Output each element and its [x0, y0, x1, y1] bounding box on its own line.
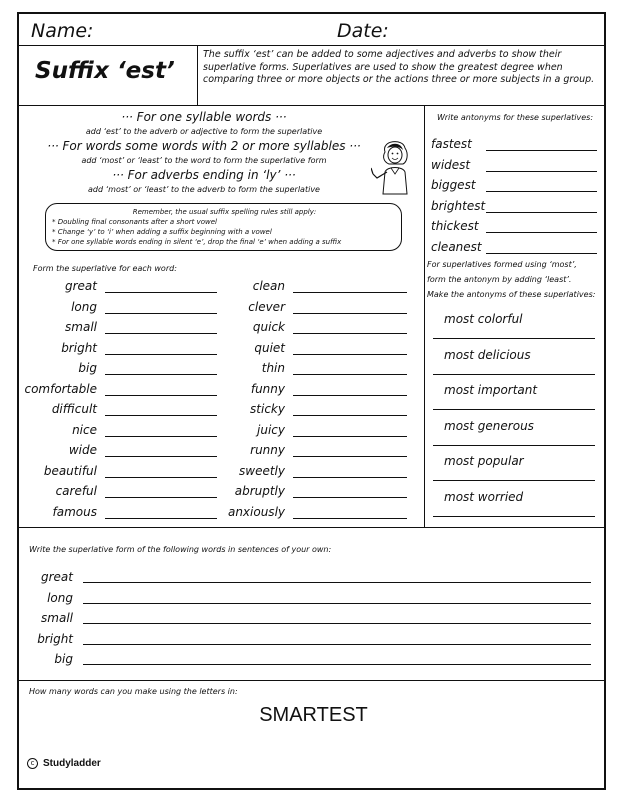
superlative-word: quick	[252, 320, 285, 334]
most-word: most delicious	[444, 347, 531, 362]
superlative-word: careful	[55, 484, 97, 498]
sentence-word: long	[47, 590, 73, 605]
answer-line[interactable]	[83, 603, 591, 604]
answer-line[interactable]	[83, 644, 591, 645]
answer-line[interactable]	[486, 212, 597, 213]
answer-line[interactable]	[293, 313, 407, 314]
answer-line[interactable]	[293, 415, 407, 416]
rule-detail: add ‘most’ or ‘least’ to the adverb to form the superlative	[88, 185, 320, 194]
answer-line[interactable]	[293, 333, 407, 334]
answer-line[interactable]	[433, 374, 595, 375]
answer-line[interactable]	[486, 191, 597, 192]
superlative-word: big	[78, 361, 97, 375]
rule-heading: ··· For adverbs ending in ‘ly’ ···	[112, 168, 296, 182]
copyright-icon: c	[27, 758, 38, 769]
spelling-rule: * Change ‘y’ to ‘i’ when adding a suffix beginning with a vowel	[52, 228, 272, 236]
most-word: most popular	[444, 454, 524, 468]
rule-detail: add ‘est’ to the adverb or adjective to form the superlative	[85, 127, 323, 136]
antonym-word: biggest	[431, 178, 476, 192]
superlative-word: wide	[68, 443, 97, 457]
superlative-word: long	[71, 299, 97, 314]
answer-line[interactable]	[293, 436, 407, 437]
antonym-word: fastest	[431, 137, 472, 151]
answer-line[interactable]	[433, 445, 595, 446]
answer-line[interactable]	[486, 171, 597, 172]
superlative-word: quiet	[254, 340, 285, 355]
sentence-word: small	[41, 611, 73, 625]
puzzle-instruction: How many words can you make using the letters in:	[29, 687, 238, 696]
answer-line[interactable]	[293, 497, 407, 498]
answer-line[interactable]	[83, 664, 591, 665]
superlative-word: funny	[250, 381, 285, 396]
spelling-rule: * For one syllable words ending in silent ‘e’, drop the final ‘e’ when adding a suffix	[52, 238, 342, 246]
superlative-word: bright	[61, 340, 97, 355]
superlative-word: comfortable	[24, 381, 97, 396]
least-note-line: form the antonym by adding ‘least’.	[427, 275, 572, 284]
answer-line[interactable]	[433, 480, 595, 481]
sentence-word: great	[41, 570, 73, 584]
superlative-word: beautiful	[43, 463, 97, 478]
superlative-word: nice	[72, 422, 97, 437]
antonym-word: thickest	[431, 219, 479, 233]
answer-line[interactable]	[293, 395, 407, 396]
superlative-word: runny	[250, 443, 285, 457]
spelling-rule: * Doubling final consonants after a short vowel	[52, 218, 218, 226]
answer-line[interactable]	[486, 150, 597, 151]
answer-line[interactable]	[83, 623, 591, 624]
least-note-line: Make the antonyms of these superlatives:	[427, 290, 596, 299]
antonyms-instruction: Write antonyms for these superlatives:	[437, 113, 594, 122]
superlative-word: clever	[248, 299, 285, 314]
antonym-word: cleanest	[431, 239, 482, 254]
superlative-word: abruptly	[234, 484, 285, 498]
sentence-word: bright	[37, 631, 73, 646]
superlative-word: difficult	[51, 402, 97, 416]
most-word: most colorful	[444, 312, 523, 326]
least-note-line: For superlatives formed using ‘most’,	[427, 260, 577, 269]
date-label: Date:	[337, 20, 389, 42]
girl-pointing-illustration	[371, 138, 421, 196]
superlative-word: great	[65, 279, 97, 293]
answer-line[interactable]	[293, 456, 407, 457]
most-word: most generous	[444, 418, 534, 433]
worksheet-title: Suffix ‘est’	[35, 58, 175, 84]
worksheet-page	[17, 12, 606, 790]
superlative-word: small	[65, 320, 97, 334]
answer-line[interactable]	[433, 338, 595, 339]
answer-line[interactable]	[486, 253, 597, 254]
superlative-word: sticky	[250, 402, 285, 416]
answer-line[interactable]	[293, 374, 407, 375]
superlative-word: juicy	[257, 422, 285, 437]
rule-detail: add ‘most’ or ‘least’ to the word to form the superlative form	[81, 156, 327, 165]
superlative-word: clean	[252, 279, 285, 293]
answer-line[interactable]	[83, 582, 591, 583]
brand-logo: Studyladder	[43, 758, 101, 769]
spelling-box-title: Remember, the usual suffix spelling rules still apply:	[132, 208, 317, 216]
answer-line[interactable]	[486, 232, 597, 233]
name-label: Name:	[31, 20, 94, 42]
form-superlative-instruction: Form the superlative for each word:	[33, 264, 177, 273]
most-word: most important	[444, 383, 538, 397]
rule-heading: ··· For words some words with 2 or more syllables ···	[47, 139, 361, 153]
answer-line[interactable]	[293, 354, 407, 355]
superlative-word: famous	[52, 504, 97, 519]
puzzle-letters: SMARTEST	[259, 704, 368, 726]
superlative-word: thin	[261, 361, 285, 375]
answer-line[interactable]	[433, 409, 595, 410]
rule-heading: ··· For one syllable words ···	[121, 110, 287, 124]
sentence-word: big	[54, 652, 73, 666]
antonym-word: widest	[431, 157, 471, 172]
spelling-rules-box	[45, 203, 402, 251]
antonym-word: brightest	[431, 198, 486, 213]
answer-line[interactable]	[293, 292, 407, 293]
answer-line[interactable]	[293, 518, 407, 519]
intro-text: The suffix ‘est’ can be added to some adjectives and adverbs to show their superlative forms. Superlatives are used to show the greatest degree when comparing three or more objects or the actions three or more subjects in a group.	[203, 49, 595, 85]
sentences-instruction: Write the superlative form of the following words in sentences of your own:	[29, 545, 332, 554]
superlative-word: sweetly	[239, 463, 285, 478]
superlative-word: anxiously	[227, 504, 285, 519]
most-word: most worried	[444, 489, 524, 504]
answer-line[interactable]	[293, 477, 407, 478]
answer-line[interactable]	[433, 516, 595, 517]
